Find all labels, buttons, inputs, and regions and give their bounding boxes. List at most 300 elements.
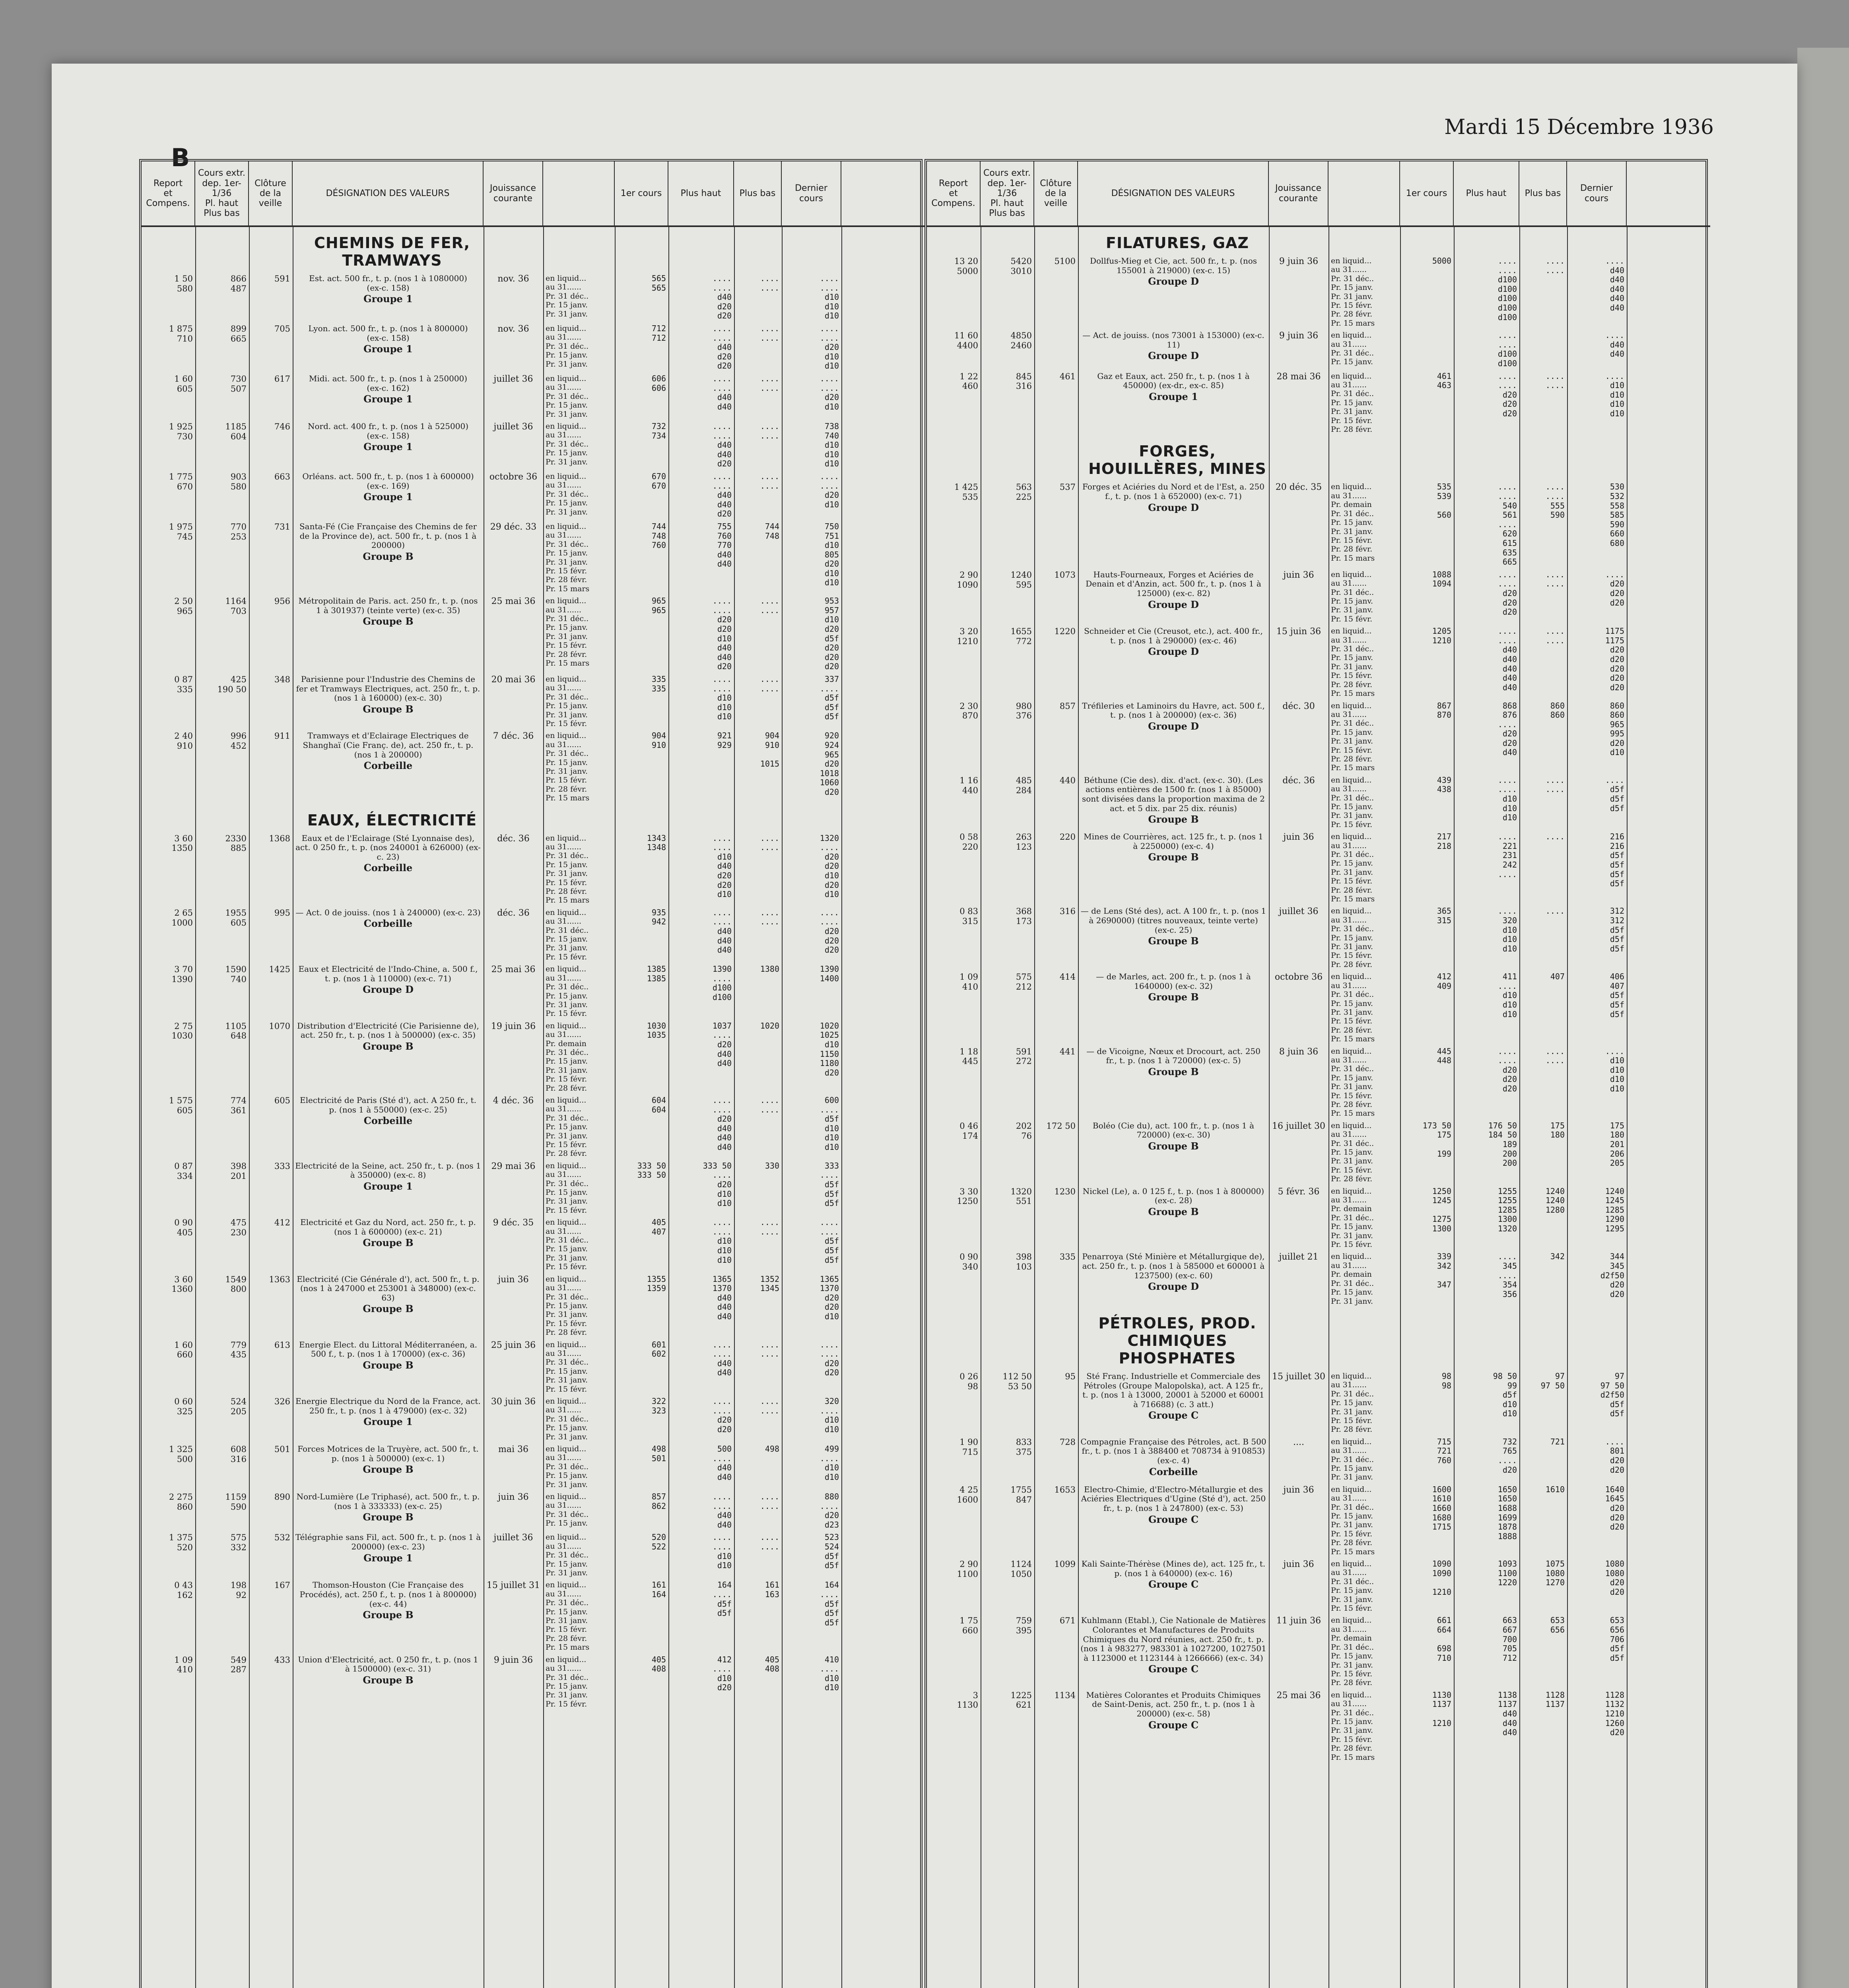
extreme-prices: 4850 2460 <box>1010 331 1032 351</box>
first-price: 535 539 560 <box>1437 482 1451 520</box>
high-price: .... .... d100 d100 d100 d100 d100 <box>1497 256 1517 322</box>
settlement-terms: en liquid... au 31...... Pr. 31 déc.. Pr. 15 janv. Pr. 31 janv. <box>546 1444 589 1489</box>
premium-column <box>841 1395 925 1443</box>
extreme-prices: 198 92 <box>230 1580 247 1600</box>
security-row <box>142 595 925 673</box>
high-price: 411 .... d10 d10 d10 <box>1497 972 1517 1019</box>
security-row <box>927 971 1710 1045</box>
last-price: 523 524 d5f d5f <box>824 1532 839 1571</box>
report-compens: 4 25 1600 <box>957 1485 978 1505</box>
low-price: .... .... <box>760 1396 779 1415</box>
first-price: 5000 <box>1432 256 1451 266</box>
premium-column <box>841 520 925 595</box>
high-price: .... .... d20 d20 d20 <box>1497 1046 1517 1093</box>
extreme-prices: 1590 740 <box>225 965 247 984</box>
page-date: Mardi 15 Décembre 1936 <box>1444 115 1714 139</box>
previous-close: 461 <box>1059 371 1076 381</box>
security-designation <box>293 1339 484 1395</box>
report-compens: 11 60 4400 <box>954 331 978 351</box>
previous-close: 348 <box>274 674 290 684</box>
previous-close: 167 <box>274 1580 290 1590</box>
premium-column <box>841 673 925 730</box>
premium-column <box>841 1273 925 1339</box>
low-price: 653 656 <box>1550 1615 1565 1635</box>
security-row <box>927 1483 1710 1558</box>
section-title: FILATURES, GAZ <box>1106 234 1249 252</box>
high-price: .... .... d10 d10 d10 <box>712 674 732 722</box>
security-designation <box>1078 1614 1269 1689</box>
quotation-group: Groupe B <box>363 615 414 627</box>
high-price: .... .... d20 d20 <box>712 1396 732 1434</box>
quotation-group: Corbeille <box>1149 1466 1198 1477</box>
extreme-prices: 903 580 <box>230 472 247 491</box>
premium-column <box>841 730 925 804</box>
report-compens: 1 325 500 <box>169 1444 193 1464</box>
dividend-date: octobre 36 <box>489 472 538 482</box>
settlement-terms: en liquid... au 31...... Pr. 31 déc.. Pr. 15 janv. Pr. 31 janv. Pr. 15 févr. Pr. 28 févr. <box>546 1095 589 1158</box>
security-designation <box>293 1443 484 1491</box>
premium-column <box>1627 370 1710 436</box>
first-price: 744 748 760 <box>651 521 666 550</box>
last-price: 1020 1025 d10 1150 1180 d20 <box>820 1021 839 1077</box>
previous-close: 605 <box>274 1095 290 1105</box>
low-price: .... .... <box>760 1532 779 1551</box>
report-compens: 1 375 520 <box>169 1533 193 1553</box>
security-row <box>142 730 925 804</box>
previous-close: 746 <box>274 421 290 431</box>
premium-column <box>1627 569 1710 625</box>
quotation-group: Groupe B <box>363 550 414 562</box>
security-row <box>142 420 925 470</box>
settlement-terms: en liquid... au 31...... Pr. 31 déc.. Pr. 15 janv. Pr. 31 janv. Pr. 15 févr. Pr. 28 févr. Pr. 15 mars <box>546 596 590 668</box>
security-row <box>927 1689 1710 1763</box>
designation-text: Est. act. 500 fr., t. p. (nos 1 à 1080000) (ex-c. 158) <box>309 274 467 293</box>
settlement-terms: en liquid... au 31...... Pr. demain Pr. 31 déc.. Pr. 15 janv. Pr. 31 janv. Pr. 15 févr. Pr. 28 févr. <box>1331 1616 1374 1687</box>
security-designation <box>293 1273 484 1339</box>
extreme-prices: 1105 648 <box>225 1021 247 1041</box>
low-price: .... .... <box>760 1217 779 1237</box>
section-title: FORGES, HOUILLÈRES, MINES <box>1088 443 1266 478</box>
extreme-prices: 1955 605 <box>225 908 247 928</box>
security-row <box>927 1558 1710 1614</box>
designation-text: Forges et Aciéries du Nord et de l'Est, a. 250 f., t. p. (nos 1 à 652000) (ex-c. 71) <box>1082 482 1265 501</box>
security-row <box>927 905 1710 971</box>
previous-close: 412 <box>274 1218 290 1228</box>
adjacent-page-edge <box>1797 48 1849 1988</box>
report-compens: 1 22 460 <box>959 371 978 391</box>
extreme-prices: 1164 703 <box>225 596 247 616</box>
premium-column <box>1627 1483 1710 1558</box>
high-price: 164 .... d5f d5f <box>712 1580 732 1618</box>
security-designation <box>293 1491 484 1531</box>
high-price: .... 320 d10 d10 d10 <box>1497 906 1517 953</box>
security-row <box>142 1531 925 1579</box>
report-compens: 3 60 1350 <box>171 833 193 853</box>
extreme-prices: 833 375 <box>1016 1437 1032 1457</box>
security-row <box>142 322 925 373</box>
designation-text: Kali Sainte-Thérèse (Mines de), act. 125 fr., t. p. (nos 1 à 640000) (ex-c. 16) <box>1081 1559 1266 1578</box>
security-designation <box>293 1094 484 1160</box>
security-row <box>142 1160 925 1216</box>
report-compens: 13 20 5000 <box>954 256 978 276</box>
dividend-date: juin 36 <box>1283 1485 1314 1495</box>
first-price: 405 407 <box>651 1217 666 1237</box>
settlement-terms: en liquid... au 31...... Pr. 31 déc.. Pr. 15 janv. Pr. 31 janv. Pr. 15 févr. <box>546 1161 589 1215</box>
low-price: .... .... <box>1545 569 1565 589</box>
extreme-prices: 485 284 <box>1016 775 1032 795</box>
last-price: 920 924 965 d20 1018 1060 d20 <box>820 731 839 797</box>
premium-column <box>841 470 925 520</box>
last-price: 1365 1370 d20 d20 d10 <box>820 1274 839 1322</box>
column-header: Plus haut <box>1454 161 1519 227</box>
security-designation <box>293 907 484 963</box>
column-header: 1er cours <box>1400 161 1454 227</box>
security-designation <box>293 272 484 322</box>
premium-column <box>841 1491 925 1531</box>
security-row <box>927 1436 1710 1483</box>
previous-close: 995 <box>274 908 290 918</box>
column-header: DÉSIGNATION DES VALEURS <box>293 161 484 227</box>
section-heading <box>927 435 1710 481</box>
quotation-group: Groupe D <box>1148 720 1199 732</box>
first-price: 1030 1035 <box>647 1021 666 1040</box>
column-header: Dernier cours <box>1567 161 1627 227</box>
extreme-prices: 263 123 <box>1016 832 1032 852</box>
quotation-group: Groupe B <box>363 1511 414 1523</box>
premium-column <box>1627 700 1710 774</box>
security-row <box>142 1339 925 1395</box>
premium-column <box>841 907 925 963</box>
low-price: .... <box>1545 906 1565 916</box>
previous-close: 1220 <box>1054 627 1076 637</box>
quotation-group: Groupe B <box>1148 1140 1199 1152</box>
security-designation <box>1078 625 1269 699</box>
low-price: .... .... <box>760 274 779 293</box>
extreme-prices: 996 452 <box>230 731 247 751</box>
high-price: .... .... d20 d20 d10 d40 d40 d20 <box>712 596 732 672</box>
report-compens: 1 975 745 <box>169 522 193 542</box>
low-price: .... .... <box>760 1492 779 1511</box>
security-designation <box>293 673 484 730</box>
report-compens: 1 60 605 <box>174 374 193 394</box>
report-compens: 1 90 715 <box>959 1437 978 1457</box>
column-header: Clôture de la veille <box>1034 161 1078 227</box>
report-compens: 2 75 1030 <box>171 1021 193 1041</box>
security-designation <box>293 1395 484 1443</box>
settlement-terms: en liquid... au 31...... Pr. 31 déc.. Pr. 15 janv. Pr. 31 janv. Pr. 15 févr. <box>1331 1559 1374 1613</box>
last-price: .... d10 d10 d10 d10 <box>1605 1046 1624 1093</box>
settlement-terms: en liquid... au 31...... Pr. 31 déc.. Pr. 15 janv. Pr. 31 janv. Pr. 15 févr. <box>546 1655 589 1708</box>
extreme-prices: 112 50 53 50 <box>1002 1371 1032 1391</box>
quotation-group: Groupe B <box>363 1303 414 1315</box>
extreme-prices: 1225 621 <box>1010 1690 1032 1710</box>
high-price: .... 221 231 242 .... <box>1497 832 1517 879</box>
designation-text: Boléo (Cie du), act. 100 fr., t. p. (nos 1 à 720000) (ex-c. 30) <box>1092 1120 1255 1140</box>
designation-text: Eaux et de l'Eclairage (Sté Lyonnaise des), act. 0 250 fr., t. p. (nos 240001 à 626000) (ex-c. 23) <box>295 833 481 862</box>
right-table-header <box>927 161 1710 227</box>
designation-text: Penarroya (Sté Minière et Métallurgique de), act. 250 fr., t. p. (nos 1 à 585000 et 600001 à 1237500) (ex-c. 60) <box>1082 1252 1265 1280</box>
premium-column <box>841 420 925 470</box>
report-compens: 2 65 1000 <box>171 908 193 928</box>
premium-column <box>1627 1045 1710 1120</box>
designation-text: Hauts-Fourneaux, Forges et Aciéries de Denain et d'Anzin, act. 500 fr., t. p. (nos 1 à 125000) (ex-c. 82) <box>1086 569 1261 598</box>
quotation-group: Groupe B <box>363 1674 414 1686</box>
low-price: 330 <box>765 1161 779 1171</box>
last-price: .... .... d20 d10 <box>820 471 839 509</box>
quotation-group: Groupe B <box>1148 851 1199 863</box>
high-price: 98 50 99 d5f d10 d10 <box>1493 1371 1517 1419</box>
security-row <box>142 470 925 520</box>
low-price: .... .... <box>1545 1046 1565 1066</box>
settlement-terms: en liquid... au 31...... Pr. 31 déc.. Pr. 15 janv. Pr. 31 janv. Pr. 15 févr. <box>546 965 589 1018</box>
previous-close: 501 <box>274 1444 290 1454</box>
security-designation <box>1078 905 1269 971</box>
high-price: 1255 1255 1285 1300 1320 <box>1497 1186 1517 1233</box>
left-table-header <box>142 161 925 227</box>
extreme-prices: 2330 885 <box>225 833 247 853</box>
settlement-terms: en liquid... au 31...... Pr. 31 déc.. Pr. 15 janv. Pr. 31 janv. Pr. 15 févr. Pr. 28 févr. Pr. 15 mars <box>1331 627 1375 698</box>
extreme-prices: 475 230 <box>230 1218 247 1238</box>
quotation-group: Groupe B <box>1148 1066 1199 1077</box>
last-price: 1320 .... d20 d20 d10 d20 d10 <box>820 833 839 899</box>
column-header <box>1627 161 1710 227</box>
previous-close <box>1034 329 1078 370</box>
last-price: 1175 1175 d20 d20 d20 d20 d20 <box>1605 626 1624 692</box>
extreme-prices: 608 316 <box>230 1444 247 1464</box>
low-price: .... .... <box>760 421 779 441</box>
section-heading <box>927 1307 1710 1370</box>
security-designation <box>1078 1558 1269 1614</box>
settlement-terms: en liquid... au 31...... Pr. 31 déc.. Pr. 15 janv. Pr. 31 janv. <box>546 1533 589 1578</box>
settlement-terms: en liquid... au 31...... Pr. 31 déc.. Pr. 15 janv. Pr. 31 janv. <box>546 421 589 466</box>
dividend-date: .... <box>1293 1437 1304 1447</box>
first-price: 335 335 <box>651 674 666 693</box>
report-compens: 1 50 580 <box>174 274 193 293</box>
first-price: 670 670 <box>651 471 666 491</box>
right-table-body <box>927 227 1710 1988</box>
settlement-terms: en liquid... au 31...... Pr. 31 déc.. Pr. 15 janv. Pr. 31 janv. Pr. 15 févr. Pr. 28 févr. Pr. 15 mars <box>1331 1046 1375 1118</box>
designation-text: Midi. act. 500 fr., t. p. (nos 1 à 250000) (ex-c. 162) <box>309 373 468 393</box>
quotation-group: Groupe B <box>1148 991 1199 1003</box>
dividend-date: octobre 36 <box>1274 972 1323 982</box>
last-price: .... .... d20 d20 d20 <box>820 907 839 955</box>
previous-close: 433 <box>274 1655 290 1665</box>
premium-column <box>1627 831 1710 905</box>
report-compens: 2 40 910 <box>174 731 193 751</box>
first-price: 712 712 <box>651 323 666 343</box>
quotation-group: Groupe B <box>363 1609 414 1621</box>
last-price: .... .... d20 d10 d10 <box>820 323 839 371</box>
security-row <box>927 625 1710 699</box>
premium-column <box>1627 971 1710 1045</box>
first-price: 857 862 <box>651 1492 666 1511</box>
low-price: .... .... <box>760 323 779 343</box>
extreme-prices: 1549 800 <box>225 1274 247 1294</box>
low-price: 407 <box>1550 972 1565 982</box>
low-price: .... .... <box>760 1340 779 1359</box>
security-row <box>142 1491 925 1531</box>
designation-text: Dollfus-Mieg et Cie, act. 500 fr., t. p. (nos 155001 à 219000) (ex-c. 15) <box>1090 256 1257 275</box>
security-designation <box>1078 700 1269 774</box>
first-price: 98 98 <box>1441 1371 1451 1390</box>
settlement-terms: en liquid... au 31...... Pr. 31 déc.. Pr. 15 janv. Pr. 31 janv. Pr. 15 févr. Pr. 28 févr. <box>1331 1121 1374 1184</box>
high-price: 732 765 .... d20 <box>1497 1437 1517 1475</box>
dividend-date: juin 36 <box>498 1274 529 1285</box>
premium-column <box>841 1531 925 1579</box>
extreme-prices: 398 201 <box>230 1161 247 1181</box>
dividend-date: 25 mai 36 <box>1276 1690 1321 1701</box>
quotation-group: Groupe D <box>1148 501 1199 513</box>
first-price: 565 565 <box>651 274 666 293</box>
previous-close: 705 <box>274 324 290 334</box>
extreme-prices: 779 435 <box>230 1340 247 1360</box>
security-row <box>142 1443 925 1491</box>
last-price: 337 .... d5f d5f d5f <box>820 674 839 722</box>
security-row <box>927 481 1710 568</box>
previous-close: 1230 <box>1054 1186 1076 1196</box>
quotation-group: Groupe B <box>363 703 414 715</box>
security-designation <box>293 1160 484 1216</box>
settlement-terms: en liquid... au 31...... Pr. 31 déc.. Pr. 15 janv. Pr. 31 janv. Pr. 15 févr. Pr. 28 févr. Pr. 15 mars <box>1331 1690 1375 1762</box>
extreme-prices: 202 76 <box>1016 1121 1032 1141</box>
dividend-date: 15 juillet 31 <box>487 1580 540 1591</box>
high-price: .... .... d40 d40 d20 <box>712 471 732 519</box>
security-designation <box>1078 569 1269 625</box>
low-price: 1380 <box>760 964 779 974</box>
security-row <box>927 774 1710 831</box>
column-header: Dernier cours <box>782 161 841 227</box>
security-row <box>142 1216 925 1273</box>
extreme-prices: 845 316 <box>1016 371 1032 391</box>
previous-close: 95 <box>1065 1371 1076 1381</box>
column-header: 1er cours <box>615 161 668 227</box>
last-price: 97 97 50 d2f50 d5f d5f <box>1600 1371 1624 1419</box>
high-price: .... .... d10 d10 d10 <box>1497 775 1517 823</box>
settlement-terms: en liquid... au 31...... Pr. 31 déc.. Pr. 15 janv. Pr. 31 janv. <box>546 374 589 419</box>
dividend-date: juin 36 <box>1283 570 1314 580</box>
security-designation <box>293 832 484 907</box>
previous-close: 220 <box>1059 832 1076 842</box>
previous-close: 537 <box>1059 482 1076 492</box>
column-header: Jouissance courante <box>484 161 543 227</box>
first-price: 439 438 <box>1437 775 1451 794</box>
designation-text: — Act. 0 de jouiss. (nos 1 à 240000) (ex-c. 23) <box>295 907 481 917</box>
premium-column <box>1627 1689 1710 1763</box>
previous-close: 1073 <box>1054 570 1076 580</box>
security-designation <box>293 322 484 373</box>
low-price: .... .... <box>1545 775 1565 794</box>
designation-text: Orléans. act. 500 fr., t. p. (nos 1 à 600000) (ex-c. 169) <box>302 471 474 491</box>
security-row <box>927 831 1710 905</box>
settlement-terms: en liquid... au 31...... Pr. demain Pr. 31 déc.. Pr. 15 janv. Pr. 31 janv. Pr. 15 févr. <box>1331 1186 1374 1249</box>
settlement-terms: en liquid... au 31...... Pr. 31 déc.. Pr. 15 janv. Pr. 31 janv. Pr. 15 févr. Pr. 28 févr. <box>546 1274 589 1337</box>
security-row <box>142 272 925 322</box>
first-price: 1088 1094 <box>1432 569 1451 589</box>
quotation-group: Groupe B <box>1148 935 1199 947</box>
low-price: 904 910 1015 <box>760 731 779 769</box>
dividend-date: 4 déc. 36 <box>493 1095 534 1106</box>
quotation-group: Groupe 1 <box>363 491 413 503</box>
security-designation <box>1078 1370 1269 1436</box>
settlement-terms: en liquid... au 31...... Pr. demain Pr. 31 déc.. Pr. 15 janv. Pr. 31 janv. <box>1331 1252 1374 1306</box>
section-title: CHEMINS DE FER, TRAMWAYS <box>314 234 470 269</box>
quotation-group: Corbeille <box>363 862 413 874</box>
high-price: 868 876 .... d20 d20 d40 <box>1497 701 1517 757</box>
premium-column <box>1627 774 1710 831</box>
low-price: 721 <box>1550 1437 1565 1446</box>
settlement-terms: en liquid... au 31...... Pr. 31 déc.. Pr. 15 janv. Pr. 31 janv. Pr. 15 févr. Pr. 28 févr. Pr. 15 mars <box>1331 972 1375 1044</box>
quotation-group: Groupe 1 <box>363 441 413 453</box>
previous-close: 335 <box>1059 1252 1076 1262</box>
column-header: Cours extr. dep. 1er-1/36 Pl. haut Plus bas <box>981 161 1034 227</box>
column-header: DÉSIGNATION DES VALEURS <box>1078 161 1269 227</box>
last-price: 953 957 d10 d20 d5f d20 d20 d20 <box>824 596 839 672</box>
settlement-terms: en liquid... au 31...... Pr. 31 déc.. Pr. 15 janv. Pr. 31 janv. Pr. 15 févr. <box>1331 570 1374 623</box>
premium-column <box>841 1339 925 1395</box>
designation-text: Compagnie Française des Pétroles, act. B 500 fr., t. p. (nos 1 à 388400 et 708734 à 910853) (ex-c. 4) <box>1080 1437 1266 1465</box>
report-compens: 0 87 334 <box>174 1161 193 1181</box>
report-compens: 1 60 660 <box>174 1340 193 1360</box>
previous-close: 728 <box>1059 1437 1076 1447</box>
previous-close: 326 <box>274 1396 290 1406</box>
settlement-terms: en liquid... au 31...... Pr. 31 déc.. Pr. 15 janv. Pr. 31 janv. Pr. 15 févr. <box>1331 775 1374 829</box>
premium-column <box>841 832 925 907</box>
settlement-terms: en liquid... au 31...... Pr. 31 déc.. Pr. 15 janv. Pr. 31 janv. Pr. 15 févr. Pr. 28 févr. Pr. 15 mars <box>546 522 590 593</box>
designation-text: Electricité de Paris (Sté d'), act. A 250 fr., t. p. (nos 1 à 550000) (ex-c. 25) <box>300 1095 476 1114</box>
section-heading <box>927 227 1710 255</box>
security-designation <box>293 1579 484 1653</box>
last-price: 410 .... d10 d10 <box>820 1654 839 1693</box>
low-price: 175 180 <box>1550 1120 1565 1140</box>
first-price: 1600 1610 1660 1680 1715 <box>1432 1484 1451 1532</box>
premium-column <box>841 1094 925 1160</box>
previous-close: 617 <box>274 374 290 384</box>
settlement-terms: en liquid... au 31...... Pr. 31 déc.. Pr. 15 janv. <box>1331 331 1374 367</box>
last-price: 653 656 706 d5f d5f <box>1610 1615 1624 1663</box>
extreme-prices: 368 173 <box>1016 907 1032 926</box>
previous-close: 1653 <box>1054 1485 1076 1495</box>
designation-text: Energie Electrique du Nord de la France, act. 250 fr., t. p. (nos 1 à 479000) (ex-c. 32) <box>295 1396 481 1415</box>
last-price: .... .... d5f d5f d5f <box>820 1217 839 1265</box>
premium-column <box>1627 1185 1710 1251</box>
previous-close: 956 <box>274 596 290 606</box>
high-price: .... .... d10 d10 <box>712 1532 732 1571</box>
dividend-date: 19 juin 36 <box>491 1021 536 1031</box>
report-compens: 0 26 98 <box>959 1371 978 1391</box>
first-price: 1343 1348 <box>647 833 666 852</box>
report-compens: 0 90 405 <box>174 1218 193 1238</box>
last-price: 320 .... d10 d10 <box>820 1396 839 1434</box>
previous-close: 591 <box>274 274 290 283</box>
quotation-group: Groupe D <box>1148 1281 1199 1293</box>
column-header: Plus bas <box>734 161 782 227</box>
report-compens: 2 275 860 <box>169 1492 193 1512</box>
previous-close: 1425 <box>269 965 290 975</box>
dividend-date: juin 36 <box>1283 1559 1314 1570</box>
first-price <box>1400 329 1454 370</box>
last-price: 600 .... d5f d10 d10 d10 <box>820 1095 839 1152</box>
column-header: Plus bas <box>1519 161 1567 227</box>
security-row <box>142 1094 925 1160</box>
security-row <box>142 520 925 595</box>
premium-column <box>841 272 925 322</box>
low-price: .... .... <box>760 907 779 927</box>
security-designation <box>293 1216 484 1273</box>
last-price: 738 740 d10 d10 d10 <box>824 421 839 469</box>
low-price: .... <box>1545 832 1565 842</box>
previous-close: 857 <box>1059 701 1076 711</box>
premium-column <box>1627 1370 1710 1436</box>
